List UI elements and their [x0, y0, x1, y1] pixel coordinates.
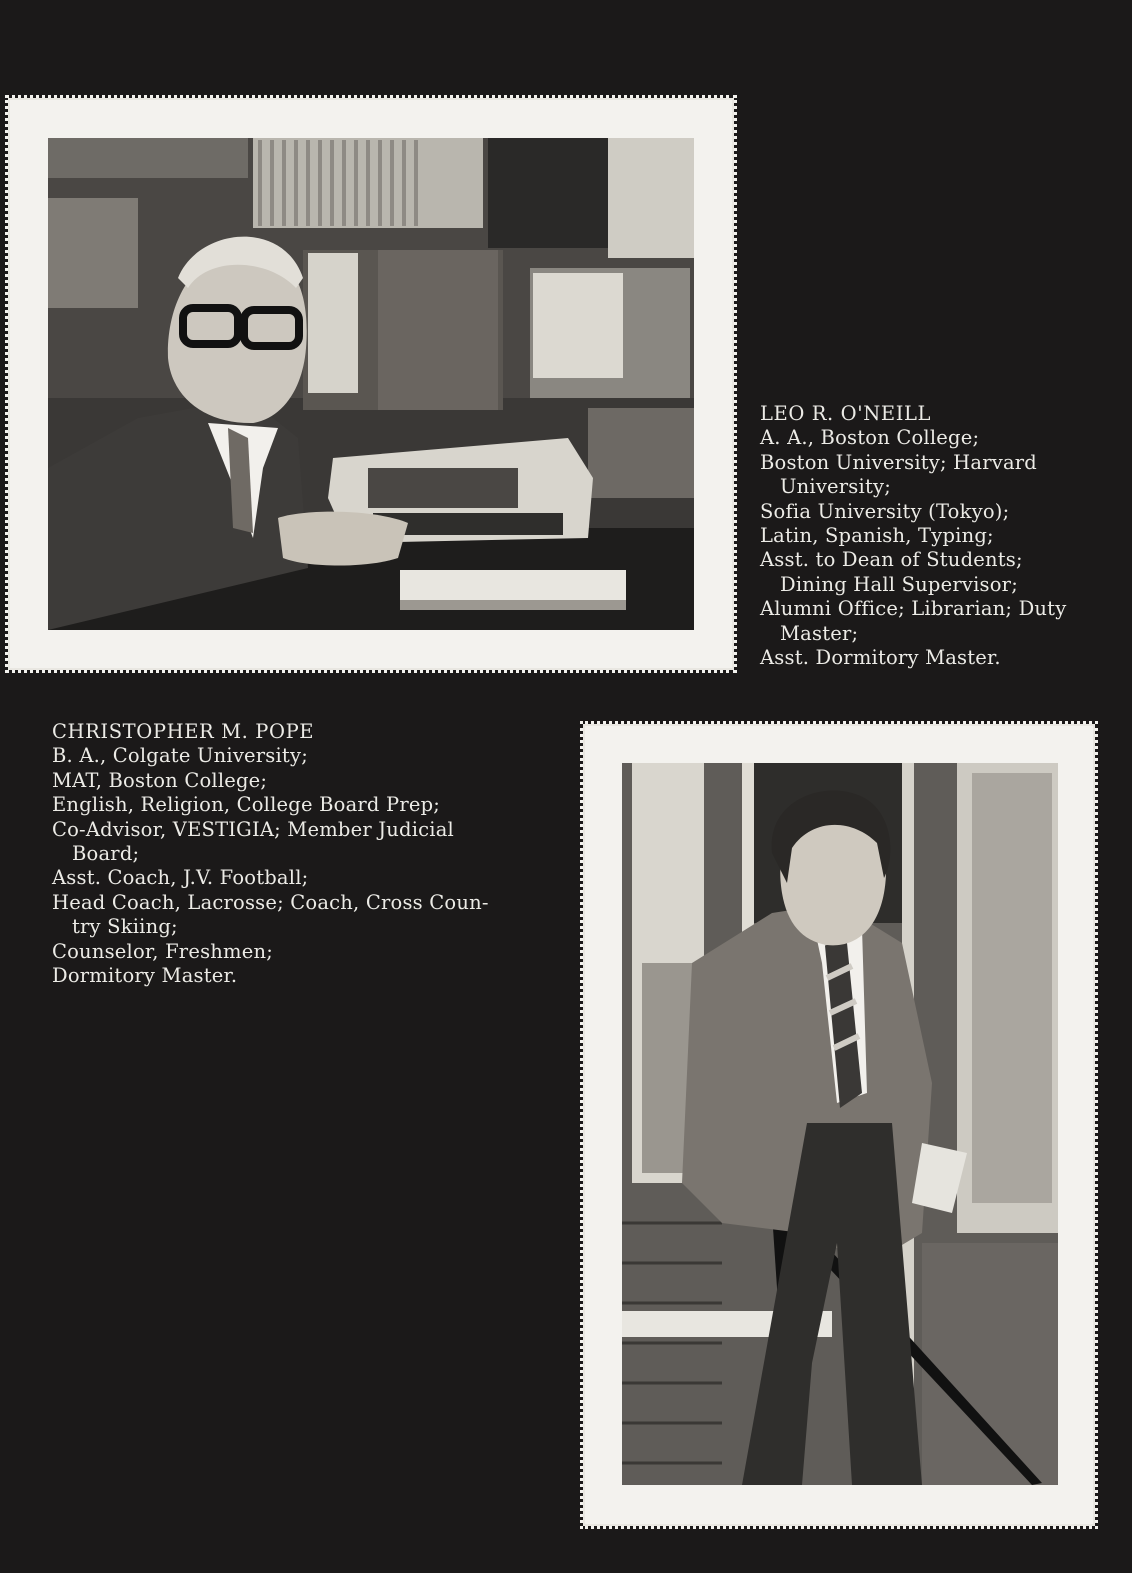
caption-line: Asst. to Dean of Students;	[760, 548, 1023, 572]
caption-line: Latin, Spanish, Typing;	[760, 524, 994, 548]
caption-line: Head Coach, Lacrosse; Coach, Cross Coun-	[52, 890, 489, 914]
caption-line: University;	[780, 475, 891, 499]
photo-pope-illustration	[622, 763, 1058, 1485]
caption-line: Sofia University (Tokyo);	[760, 499, 1010, 523]
faculty-name: LEO R. O'NEILL	[760, 402, 932, 425]
photo-oneill-library	[48, 138, 694, 630]
caption-line: A. A., Boston College;	[760, 426, 980, 450]
caption-line: MAT, Boston College;	[52, 768, 268, 792]
caption-line: Dormitory Master.	[52, 964, 238, 988]
caption-line: Dining Hall Supervisor;	[780, 572, 1018, 596]
caption-line: Board;	[72, 842, 140, 866]
faculty-name: CHRISTOPHER M. POPE	[52, 720, 315, 743]
caption-line: Asst. Dormitory Master.	[760, 646, 1001, 670]
photo-frame-oneill	[8, 98, 734, 670]
caption-line: Asst. Coach, J.V. Football;	[52, 866, 309, 890]
caption-line: English, Religion, College Board Prep;	[52, 793, 441, 817]
photo-pope-steps	[622, 763, 1058, 1485]
caption-line: Alumni Office; Librarian; Duty	[760, 597, 1067, 621]
photo-oneill-illustration	[48, 138, 694, 630]
caption-line: Boston University; Harvard	[760, 450, 1037, 474]
caption-oneill	[760, 402, 1066, 670]
caption-line: Co-Advisor, VESTIGIA; Member Judicial	[52, 817, 454, 841]
caption-line: try Skiing;	[72, 915, 178, 939]
caption-line: Counselor, Freshmen;	[52, 939, 273, 963]
caption-pope	[52, 720, 489, 988]
caption-line: B. A., Colgate University;	[52, 744, 308, 768]
photo-frame-pope	[583, 724, 1095, 1526]
caption-line: Master;	[780, 621, 859, 645]
